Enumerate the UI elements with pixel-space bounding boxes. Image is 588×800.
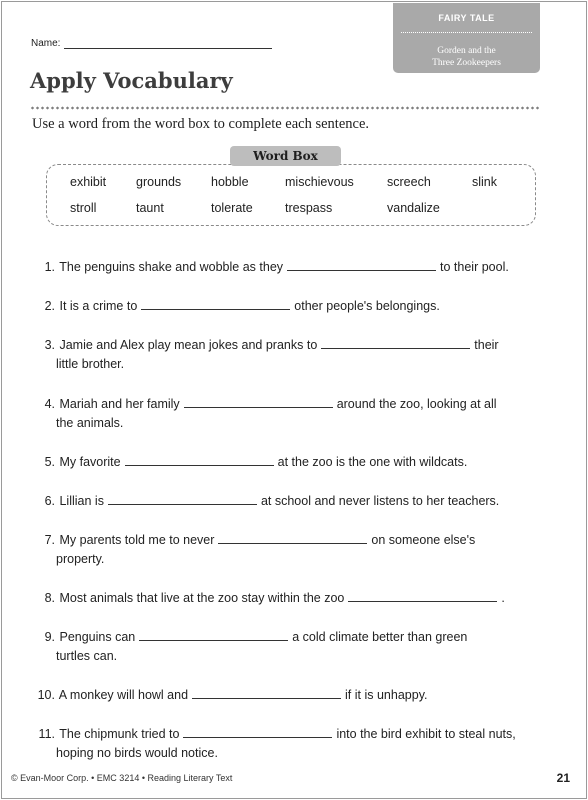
question-number: 4. <box>44 397 55 411</box>
question-text-after: if it is unhappy. <box>345 688 428 702</box>
answer-blank[interactable] <box>287 260 436 271</box>
question-number: 11. <box>38 727 55 741</box>
question-number: 2. <box>44 299 55 313</box>
question-text-before: The penguins shake and wobble as they <box>59 260 284 274</box>
question-text-after: . <box>501 591 505 605</box>
question-text-before: Jamie and Alex play mean jokes and pranks to <box>59 338 318 352</box>
question-number: 10. <box>37 688 55 702</box>
question-text-before: Most animals that live at the zoo stay within the zoo <box>59 591 345 605</box>
answer-blank[interactable] <box>184 397 333 408</box>
question-item <box>36 531 541 569</box>
word-box-word: trespass <box>285 201 333 215</box>
question-item <box>36 628 541 666</box>
question-text-before: The chipmunk tried to <box>59 727 180 741</box>
question-text-before: Mariah and her family <box>59 397 180 411</box>
name-label: Name: <box>31 38 61 49</box>
question-text-before: It is a crime to <box>59 299 138 313</box>
word-box-word: vandalize <box>387 201 440 215</box>
question-item <box>36 336 541 374</box>
name-row <box>31 38 272 49</box>
question-text-continued: the animals. <box>56 416 124 430</box>
question-text-after: a cold climate better than green <box>292 630 468 644</box>
question-item <box>36 492 541 511</box>
question-text-before: Lillian is <box>59 494 104 508</box>
question-item <box>36 453 541 472</box>
answer-blank[interactable] <box>192 688 341 699</box>
question-text-before: My parents told me to never <box>59 533 215 547</box>
question-item <box>36 725 541 763</box>
answer-blank[interactable] <box>183 727 332 738</box>
question-item <box>36 297 541 316</box>
dotted-divider <box>30 106 540 110</box>
question-number: 1. <box>44 260 55 274</box>
question-text-before: A monkey will howl and <box>58 688 189 702</box>
answer-blank[interactable] <box>218 533 367 544</box>
word-box-word: exhibit <box>70 175 107 189</box>
genre-tag-story <box>393 45 540 69</box>
answer-blank[interactable] <box>108 494 257 505</box>
question-text-after: around the zoo, looking at all <box>336 397 497 411</box>
word-box-word: hobble <box>211 175 249 189</box>
question-text-after: to their pool. <box>440 260 509 274</box>
genre-tag <box>393 3 540 73</box>
question-number: 3. <box>44 338 55 352</box>
footer-credit: © Evan-Moor Corp. • EMC 3214 • Reading Literary Text <box>11 773 233 783</box>
genre-tag-title: FAIRY TALE <box>438 13 495 23</box>
word-box-word: slink <box>472 175 498 189</box>
answer-blank[interactable] <box>321 338 470 349</box>
question-text-before: Penguins can <box>59 630 136 644</box>
question-number: 7. <box>44 533 55 547</box>
question-number: 9. <box>44 630 55 644</box>
instructions: Use a word from the word box to complete each sentence. <box>32 116 370 132</box>
question-text-after: into the bird exhibit to steal nuts, <box>336 727 516 741</box>
genre-tag-story-line1: Gorden and the <box>437 46 496 56</box>
question-text-before: My favorite <box>59 455 121 469</box>
word-box-word: screech <box>387 175 431 189</box>
question-item <box>36 589 541 608</box>
question-number: 8. <box>44 591 55 605</box>
question-text-after: on someone else's <box>371 533 476 547</box>
word-box-word: grounds <box>136 175 182 189</box>
word-box-word: tolerate <box>211 201 253 215</box>
question-text-after: their <box>474 338 499 352</box>
answer-blank[interactable] <box>125 455 274 466</box>
question-number: 5. <box>44 455 55 469</box>
word-box-word: stroll <box>70 201 97 215</box>
page-number: 21 <box>556 771 570 785</box>
page-title: Apply Vocabulary <box>30 68 233 93</box>
question-item <box>36 686 541 705</box>
question-text-continued: property. <box>56 552 105 566</box>
word-box-label: Word Box <box>230 146 341 166</box>
answer-blank[interactable] <box>139 630 288 641</box>
question-number: 6. <box>44 494 55 508</box>
name-input-line[interactable] <box>64 40 272 49</box>
word-box-word: mischievous <box>285 175 354 189</box>
question-text-continued: turtles can. <box>56 649 118 663</box>
question-text-continued: little brother. <box>56 357 125 371</box>
answer-blank[interactable] <box>348 591 497 602</box>
question-text-after: at school and never listens to her teachers. <box>260 494 500 508</box>
question-item <box>36 258 541 277</box>
word-box-word: taunt <box>136 201 164 215</box>
word-box <box>46 164 536 226</box>
question-text-after: other people's belongings. <box>294 299 440 313</box>
question-item <box>36 395 541 433</box>
genre-tag-story-line2: Three Zookeepers <box>432 58 501 68</box>
question-text-after: at the zoo is the one with wildcats. <box>277 455 468 469</box>
answer-blank[interactable] <box>141 299 290 310</box>
question-text-continued: hoping no birds would notice. <box>56 746 218 760</box>
genre-tag-divider <box>401 32 532 33</box>
